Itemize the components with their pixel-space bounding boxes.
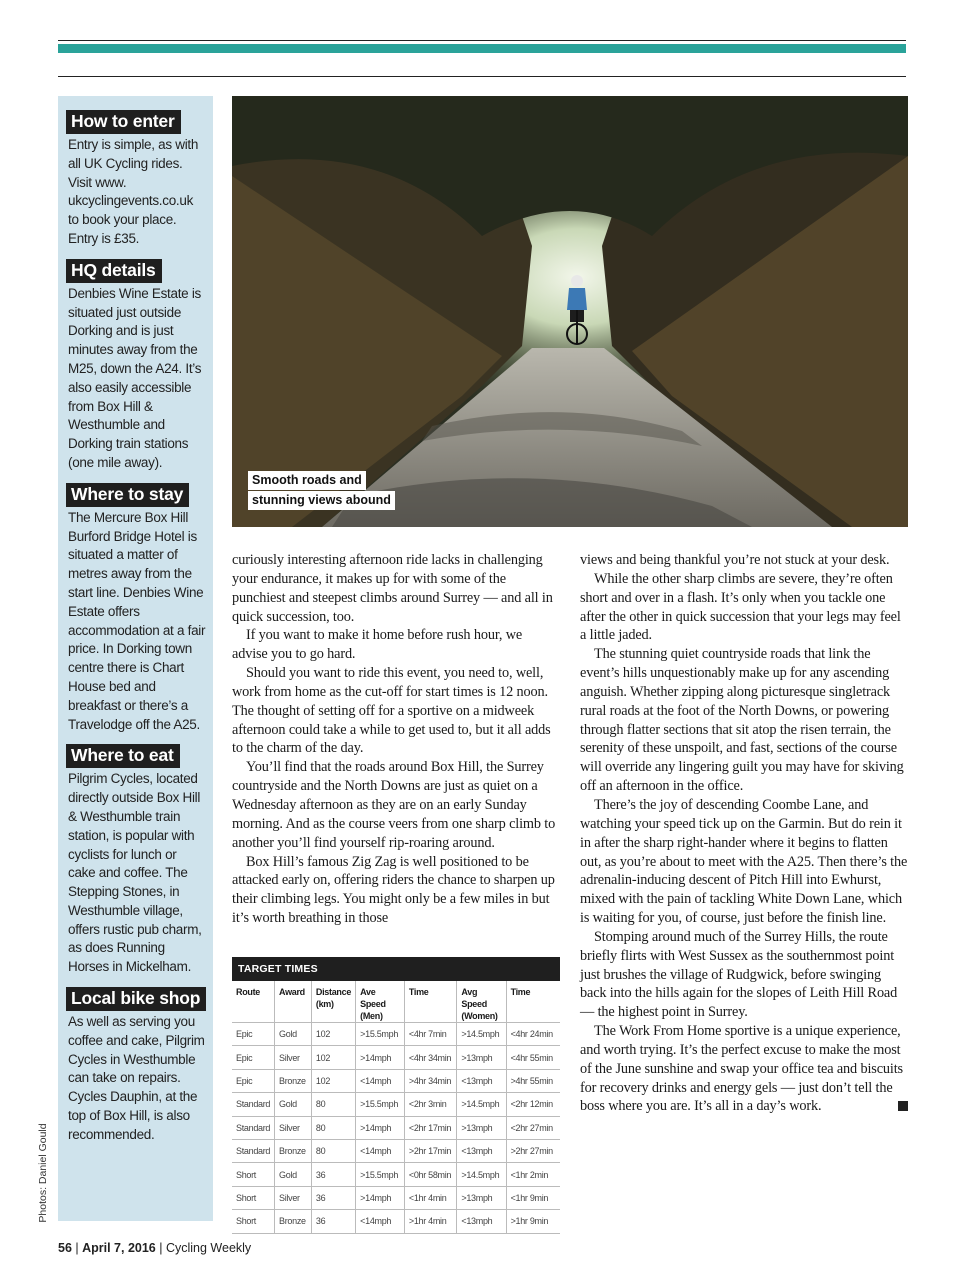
article-paragraph: You’ll find that the roads around Box Hill, the Surrey countryside and the North Downs are just as quiet on a Wednesday afternoon as they are on an early Sunday morning. And as the course veers from one sharp climb to another you’ll find yourself rip-roaring around. xyxy=(232,759,556,851)
table-cell: 36 xyxy=(311,1210,355,1233)
where-to-eat-heading: Where to eat xyxy=(66,744,180,768)
table-header-cell: Route xyxy=(232,981,275,1023)
table-cell: <13mph xyxy=(457,1139,506,1162)
table-cell: <1hr 4min xyxy=(404,1186,457,1209)
table-header-row xyxy=(232,981,560,1023)
where-to-eat-text: Pilgrim Cycles, located directly outside Box Hill & Westhumble train station, is popular with cyclists for lunch or cake and coffee. The Stepping Stones, in Westhumble village, offers rustic pub charm, as does Running Horses in Mickelham. xyxy=(68,771,202,975)
where-to-stay-heading: Where to stay xyxy=(66,483,189,507)
table-cell: >1hr 4min xyxy=(404,1210,457,1233)
footer-separator: | xyxy=(71,1241,83,1255)
table-row xyxy=(232,1093,560,1116)
article-paragraph: Box Hill’s famous Zig Zag is well positioned to be attacked early on, offering riders the chance to sharpen up their climbing legs. You might only be a few miles in but it’s worth breathing in those xyxy=(232,853,555,927)
table-cell: <4hr 34min xyxy=(404,1046,457,1069)
table-cell: >13mph xyxy=(457,1186,506,1209)
photo-credit xyxy=(36,1125,50,1221)
table-cell: <2hr 3min xyxy=(404,1093,457,1116)
table-cell: 36 xyxy=(311,1163,355,1186)
table-cell: >2hr 17min xyxy=(404,1139,457,1162)
publication-name: Cycling Weekly xyxy=(165,1241,252,1255)
header-rule xyxy=(58,76,906,77)
table-cell: >14.5mph xyxy=(457,1023,506,1046)
table-header-cell: Distance (km) xyxy=(311,981,355,1023)
table-cell: >1hr 9min xyxy=(506,1210,560,1233)
article-paragraph xyxy=(580,1022,908,1116)
table-cell: Short xyxy=(232,1163,275,1186)
table-cell: <4hr 7min xyxy=(404,1023,457,1046)
article-final-text: The Work From Home sportive is a unique experience, and worth trying. It’s the perfect excuse to make the most of the June sunshine and swap your office tea and biscuits for recovery drinks and energy gels — just don’t tell the boss where you are. It’s all in a day’s work. xyxy=(580,1023,903,1115)
article-column-1 xyxy=(232,551,560,928)
footer-separator: | xyxy=(155,1241,166,1255)
target-times-title: TARGET TIMES xyxy=(232,957,560,981)
table-cell: Bronze xyxy=(275,1069,312,1092)
page-footer xyxy=(58,1241,251,1255)
where-to-stay-section xyxy=(68,483,207,735)
table-cell: >14mph xyxy=(356,1046,405,1069)
table-cell: Standard xyxy=(232,1139,275,1162)
table-cell: >14.5mph xyxy=(457,1163,506,1186)
table-cell: <2hr 12min xyxy=(506,1093,560,1116)
how-to-enter-text: Entry is simple, as with all UK Cycling rides. Visit www. ukcyclingevents.co.uk to book your place. Entry is £35. xyxy=(68,137,199,246)
table-cell: <14mph xyxy=(356,1139,405,1162)
local-bike-shop-text: As well as serving you coffee and cake, Pilgrim Cycles in Westhumble can take on repairs. Cycles Dauphin, at the top of Box Hill, is also recommended. xyxy=(68,1014,205,1142)
article-paragraph: Stomping around much of the Surrey Hills, the route briefly flirts with West Sussex as the southernmost point just brushes the village of Rudgwick, before swinging back into the hills again for the slopes of Leith Hill Road — the highest point in Surrey. xyxy=(580,928,898,1021)
info-sidebar xyxy=(58,96,213,1221)
table-cell: Silver xyxy=(275,1046,312,1069)
table-cell: <14mph xyxy=(356,1069,405,1092)
table-row xyxy=(232,1186,560,1209)
table-cell: <1hr 9min xyxy=(506,1186,560,1209)
table-cell: >4hr 55min xyxy=(506,1069,560,1092)
article-column-2 xyxy=(580,551,908,1116)
table-cell: >15.5mph xyxy=(356,1093,405,1116)
table-cell: Standard xyxy=(232,1116,275,1139)
table-cell: >13mph xyxy=(457,1046,506,1069)
target-times-grid xyxy=(232,981,560,1234)
table-cell: Short xyxy=(232,1210,275,1233)
article-paragraph: While the other sharp climbs are severe, they’re often short and over in a flash. It’s only when you tackle one after the other in quick succession that your legs may feel a little jaded. xyxy=(580,570,901,644)
target-times-table xyxy=(232,957,560,1234)
photo-caption xyxy=(248,471,395,511)
table-row xyxy=(232,1210,560,1233)
table-cell: >4hr 34min xyxy=(404,1069,457,1092)
table-row xyxy=(232,1046,560,1069)
table-cell: Short xyxy=(232,1186,275,1209)
table-cell: >14.5mph xyxy=(457,1093,506,1116)
end-mark-icon xyxy=(898,1101,908,1111)
table-cell: 102 xyxy=(311,1046,355,1069)
table-header-cell: Award xyxy=(275,981,312,1023)
local-bike-shop-heading: Local bike shop xyxy=(66,987,206,1011)
table-cell: >14mph xyxy=(356,1116,405,1139)
table-cell: >13mph xyxy=(457,1116,506,1139)
table-cell: Epic xyxy=(232,1023,275,1046)
article-paragraph: There’s the joy of descending Coombe Lane, and watching your speed tick up on the Garmin. But do rein it in after the sharp right-hander where it begins to flatten out, as you’re about to meet with the A25. Then there’s the adrenalin-inducing descent of Pitch Hill into Ewhurst, mixed with the pain of tackling White Down Lane, which is waiting for you, of course, just before the finish line. xyxy=(580,796,908,927)
table-cell: Epic xyxy=(232,1069,275,1092)
photo-illustration xyxy=(232,96,908,527)
table-cell: >2hr 27min xyxy=(506,1139,560,1162)
table-cell: <1hr 2min xyxy=(506,1163,560,1186)
table-cell: Bronze xyxy=(275,1139,312,1162)
table-cell: <0hr 58min xyxy=(404,1163,457,1186)
table-cell: 80 xyxy=(311,1093,355,1116)
article-paragraph: The stunning quiet countryside roads that link the event’s hills unquestionably make up for any ascending anguish. Whether zipping along picturesque singletrack rural roads at the foot of the North Downs, or powering through flatter sections that sit atop the risen terrain, the serenity of these unspoilt, and fast, sections of the course will override any lingering guilt you may have for skiving off an afternoon in the office. xyxy=(580,646,904,795)
teal-accent-bar xyxy=(58,44,906,53)
caption-line-1: Smooth roads and xyxy=(248,471,366,490)
table-cell: <13mph xyxy=(457,1210,506,1233)
cyclist-tunnel-photo xyxy=(232,96,908,527)
where-to-eat-section xyxy=(68,744,207,977)
how-to-enter-heading: How to enter xyxy=(66,110,181,134)
table-cell: Bronze xyxy=(275,1210,312,1233)
table-cell: 102 xyxy=(311,1023,355,1046)
table-cell: 36 xyxy=(311,1186,355,1209)
table-cell: <13mph xyxy=(457,1069,506,1092)
table-cell: <2hr 27min xyxy=(506,1116,560,1139)
table-header-cell: Time xyxy=(404,981,457,1023)
article-paragraph: Should you want to ride this event, you need to, well, work from home as the cut-off for start times is 12 noon. The thought of setting off for a sportive on a midweek afternoon could take a while to get used to, but it all adds to the charm of the day. xyxy=(232,665,551,757)
article-paragraph: curiously interesting afternoon ride lacks in challenging your endurance, it makes up for with some of the punchiest and steepest climbs around Surrey — and all in quick succession, too. xyxy=(232,552,553,625)
table-row xyxy=(232,1116,560,1139)
table-cell: <4hr 24min xyxy=(506,1023,560,1046)
how-to-enter-section xyxy=(68,110,207,249)
table-cell: <2hr 17min xyxy=(404,1116,457,1139)
table-row xyxy=(232,1023,560,1046)
hq-details-text: Denbies Wine Estate is situated just outside Dorking and is just minutes away from the M25, down the A24. It’s also easily accessible from Box Hill & Westhumble and Dorking train stations (one mile away). xyxy=(68,285,202,470)
table-cell: Silver xyxy=(275,1116,312,1139)
table-cell: >15.5mph xyxy=(356,1163,405,1186)
page-number: 56 xyxy=(58,1241,72,1255)
top-rule xyxy=(58,40,906,41)
table-cell: Standard xyxy=(232,1093,275,1116)
table-cell: 102 xyxy=(311,1069,355,1092)
table-cell: Gold xyxy=(275,1023,312,1046)
table-cell: Gold xyxy=(275,1093,312,1116)
photo-credit-text: Photos: Daniel Gould xyxy=(37,1123,49,1223)
table-cell: Epic xyxy=(232,1046,275,1069)
article-paragraph: If you want to make it home before rush hour, we advise you to go hard. xyxy=(232,627,523,663)
table-cell: >14mph xyxy=(356,1186,405,1209)
caption-line-2: stunning views abound xyxy=(248,491,395,510)
issue-date: April 7, 2016 xyxy=(82,1241,156,1255)
hq-details-section xyxy=(68,259,207,473)
table-cell: 80 xyxy=(311,1139,355,1162)
table-header-cell: Ave Speed (Men) xyxy=(356,981,405,1023)
table-cell: Gold xyxy=(275,1163,312,1186)
hq-details-heading: HQ details xyxy=(66,259,162,283)
table-row xyxy=(232,1069,560,1092)
table-header-cell: Avg Speed (Women) xyxy=(457,981,506,1023)
table-cell: >15.5mph xyxy=(356,1023,405,1046)
table-cell: 80 xyxy=(311,1116,355,1139)
table-cell: <14mph xyxy=(356,1210,405,1233)
table-cell: Silver xyxy=(275,1186,312,1209)
article-paragraph: views and being thankful you’re not stuck at your desk. xyxy=(580,552,890,568)
table-row xyxy=(232,1163,560,1186)
table-cell: <4hr 55min xyxy=(506,1046,560,1069)
table-header-cell: Time xyxy=(506,981,560,1023)
local-bike-shop-section xyxy=(68,987,207,1145)
table-row xyxy=(232,1139,560,1162)
where-to-stay-text: The Mercure Box Hill Burford Bridge Hotel is situated a matter of metres away from the start line. Denbies Wine Estate offers accommodation at a fair price. In Dorking town centre there is Chart House bed and breakfast or there’s a Travelodge off the A25. xyxy=(68,509,206,732)
